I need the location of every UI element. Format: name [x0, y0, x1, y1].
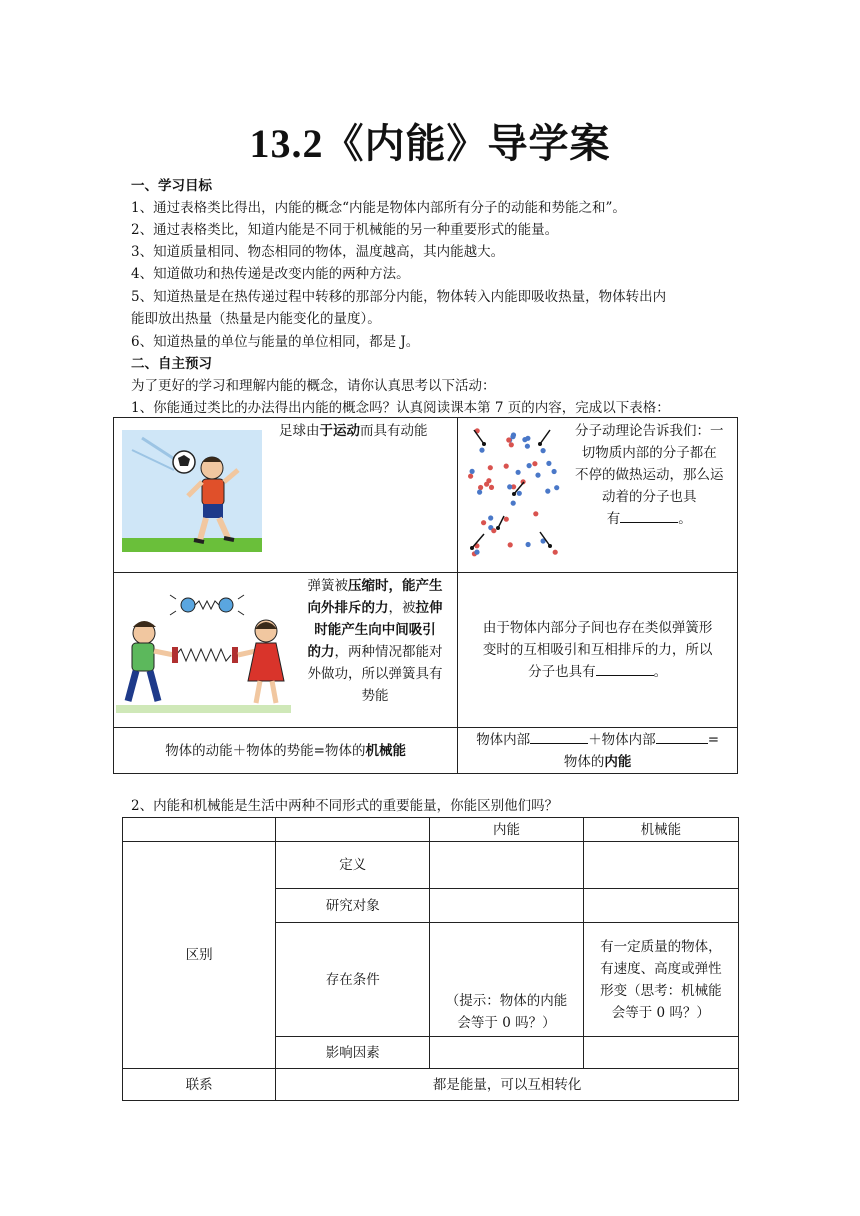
objective-item: 6、知道热量的单位与能量的单位相同，都是 J。 [131, 334, 420, 350]
spring-pull-image [116, 585, 291, 715]
objective-item: 1、通过表格类比得出，内能的概念“内能是物体内部所有分子的动能和势能之和”。 [131, 200, 626, 216]
fill-blank[interactable] [530, 729, 588, 744]
text-line: 会等于 0 吗？） [611, 1004, 710, 1021]
molecule-dot [504, 464, 509, 469]
header-cell-empty [123, 818, 276, 842]
answer-cell[interactable] [583, 889, 738, 923]
objective-item: 4、知道做功和热传递是改变内能的两种方法。 [131, 266, 410, 282]
internal-energy-hint [430, 923, 583, 1037]
row-label-research-object: 研究对象 [276, 889, 430, 923]
molecule-dot [533, 461, 538, 466]
molecule-dot [552, 469, 557, 474]
arrow-head [548, 544, 552, 548]
text-line: 分子动理论告诉我们：一 [574, 423, 724, 439]
text-line: 时能产生向中间吸引 [314, 622, 436, 638]
spring-cell [114, 573, 458, 728]
answer-cell[interactable] [430, 889, 583, 923]
text-line: 有速度、高度或弹性 [600, 960, 722, 977]
text-line: 分子也具有 。 [458, 661, 737, 683]
molecule-dot [509, 442, 514, 447]
text-line: （提示：物体的内能 [445, 993, 568, 1009]
header-mechanical-energy: 机械能 [583, 818, 738, 842]
difference-label: 区别 [123, 842, 276, 1069]
molecule-dot [536, 473, 541, 478]
molecule-dot [517, 491, 522, 496]
question-2: 2、内能和机械能是生活中两种不同形式的重要能量，你能区别他们吗？ [131, 798, 559, 814]
text-line: 有一定质量的物体， [600, 938, 722, 955]
arrow-head [482, 442, 486, 446]
molecule-dot [553, 550, 558, 555]
molecule-dot [523, 437, 528, 442]
arrow-head [470, 546, 474, 550]
molecule-dot [478, 485, 483, 490]
arrow-head [538, 442, 542, 446]
row-label-definition: 定义 [276, 842, 430, 889]
molecule-dot [470, 469, 475, 474]
motion-arrow [540, 430, 550, 444]
text-line: 外做功，所以弹簧具有 [307, 666, 443, 682]
text-line: 的力，两种情况都能对 [307, 644, 443, 660]
motion-arrow [498, 516, 504, 528]
molecule-dot [511, 501, 516, 506]
section1-heading: 一、学习目标 [131, 178, 212, 194]
molecule-dot [477, 490, 482, 495]
text-line: 由于物体内部分子间也存在类似弹簧形 [482, 620, 713, 636]
molecule-dot [516, 470, 521, 475]
row-label-influence-factors: 影响因素 [276, 1037, 430, 1069]
molecule-dot [511, 434, 516, 439]
objective-item: 3、知道质量相同、物态相同的物体，温度越高，其内能越大。 [131, 244, 505, 260]
answer-cell[interactable] [430, 842, 583, 889]
text-line: 物体的内能 [563, 753, 632, 770]
molecule-dot [481, 520, 486, 525]
molecule-dot [541, 448, 546, 453]
row-label-existence-condition: 存在条件 [276, 923, 430, 1037]
molecule-dot [507, 484, 512, 489]
analogy-table [113, 417, 738, 774]
text-line: 不停的做热运动，那么运 [574, 467, 724, 483]
text-line: 物体内部 ＋物体内部 = [458, 729, 737, 751]
molecule-dot [487, 478, 492, 483]
text-line: 动着的分子也具 [601, 489, 697, 505]
molecule-motion-cell [458, 418, 738, 573]
molecule-dot [547, 461, 552, 466]
text-line: 弹簧被压缩时，能产生 [307, 578, 443, 594]
text-line: 会等于 0 吗？） [457, 1015, 556, 1031]
molecule-dot [527, 463, 532, 468]
text-line: 变时的互相吸引和互相排斥的力，所以 [482, 642, 713, 658]
molecule-motion-text [564, 420, 734, 530]
objective-item: 2、通过表格类比，知道内能是不同于机械能的另一种重要形式的能量。 [131, 222, 559, 238]
text-line: 势能 [361, 688, 389, 704]
fill-blank[interactable] [656, 729, 708, 744]
text-line: 形变（思考：机械能 [600, 982, 722, 999]
molecule-dot [545, 489, 550, 494]
molecule-dot [488, 465, 493, 470]
text-line: 切物质内部的分子都在 [581, 445, 717, 461]
arrow-head [496, 526, 500, 530]
molecule-dot [475, 550, 480, 555]
header-internal-energy: 内能 [430, 818, 583, 842]
molecule-dot [554, 485, 559, 490]
molecule-dot [489, 485, 494, 490]
fill-blank[interactable] [620, 508, 678, 523]
answer-cell[interactable] [583, 842, 738, 889]
football-player-image [122, 430, 262, 560]
molecule-dot [491, 528, 496, 533]
molecular-force-cell [458, 573, 738, 728]
molecule-dot [504, 517, 509, 522]
comparison-table [122, 817, 739, 1101]
document-title: 13.2《内能》导学案 [249, 121, 611, 166]
molecule-dot [488, 515, 493, 520]
answer-cell[interactable] [430, 1037, 583, 1069]
text-line: 有 。 [564, 508, 734, 530]
spring-explanation [297, 575, 453, 707]
molecule-dot [533, 511, 538, 516]
molecule-dot [468, 474, 473, 479]
molecule-dot [526, 542, 531, 547]
football-caption: 足球由于运动而具有动能 [279, 423, 428, 439]
molecule-motion-image [464, 422, 564, 568]
mechanical-energy-hint [583, 923, 738, 1037]
objective-item: 5、知道热量是在热传递过程中转移的那部分内能，物体转入内能即吸收热量，物体转出内 [131, 289, 667, 305]
relation-label: 联系 [123, 1069, 276, 1101]
molecule-dot [480, 448, 485, 453]
section2-intro: 为了更好的学习和理解内能的概念，请你认真思考以下活动： [131, 378, 496, 394]
fill-blank[interactable] [596, 661, 654, 676]
internal-energy-cell [458, 728, 738, 774]
arrow-head [512, 492, 516, 496]
question-1: 1、你能通过类比的办法得出内能的概念吗？认真阅读课本第 7 页的内容，完成以下表格： [131, 400, 670, 416]
molecule-dot [525, 444, 530, 449]
molecule-dot [506, 437, 511, 442]
football-cell [114, 418, 458, 573]
text-line: 向外排斥的力，被拉伸 [307, 600, 443, 616]
relation-value: 都是能量，可以互相转化 [276, 1069, 739, 1101]
header-cell-empty [276, 818, 430, 842]
section2-heading: 二、自主预习 [131, 356, 212, 372]
molecule-dot [508, 542, 513, 547]
objective-item: 能即放出热量（热量是内能变化的量度）。 [131, 311, 381, 327]
mechanical-energy-cell: 物体的动能＋物体的势能=物体的机械能 [114, 728, 458, 774]
answer-cell[interactable] [583, 1037, 738, 1069]
